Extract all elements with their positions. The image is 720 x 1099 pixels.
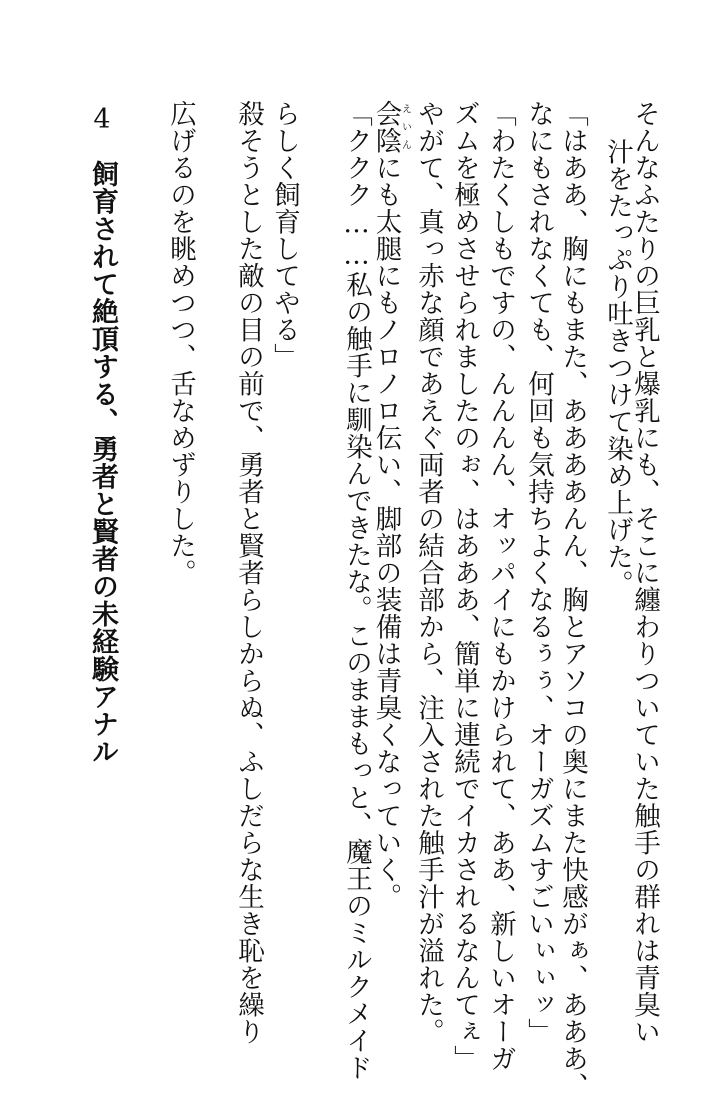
chapter-title: 飼育されて絶頂する、勇者と賢者の未経験アナル [87, 160, 118, 765]
chapter-number: 4 [93, 104, 111, 135]
text-line-12: 広げるのを眺めつつ、舌なめずりした。 [165, 100, 196, 586]
text-line-1: そんなふたりの巨乳と爆乳にも、そこに纏わりついていた触手の群れは青臭い [629, 100, 660, 1045]
text-line-7: やがて、真っ赤な顔であえぐ両者の結合部から、注入された触手汁が溢れた。 [413, 100, 444, 1045]
text-line-6: ズムを極めさせられましたのぉ、はあああ、簡単に連続でイカされるなんてぇ」 [449, 100, 480, 1072]
text-line-5: 「わたくしもですの、んんんん、オッパイにもかけられて、ああ、新しいオーガ [485, 100, 516, 1072]
ruby-word: 会陰えいん [370, 100, 411, 154]
text-line-3: 「はああ、胸にもまた、ああああんん、胸とアソコの奥にまた快感がぁ、あああ、 [557, 100, 588, 1099]
text-line-8: 会陰えいんにも太腿にもノロノロ伝い、脚部の装備は青臭くなっていく。 [370, 100, 411, 910]
text-line-11: 殺そうとした敵の目の前で、勇者と賢者らしからぬ、ふしだらな生き恥を繰り [233, 100, 264, 1045]
text-line-2: 汁をたっぷり吐きつけて染め上げた。 [602, 138, 633, 597]
text-line-4: なにもされなくても、何回も気持ちよくなるぅぅ、オーガズムすごいぃぃッ」 [523, 100, 554, 1045]
text-line-9: 「ククク……私の触手に馴染んできたな。このままもっと、魔王のミルクメイド [341, 100, 372, 1081]
text-line-10: らしく飼育してやる」 [269, 100, 300, 370]
